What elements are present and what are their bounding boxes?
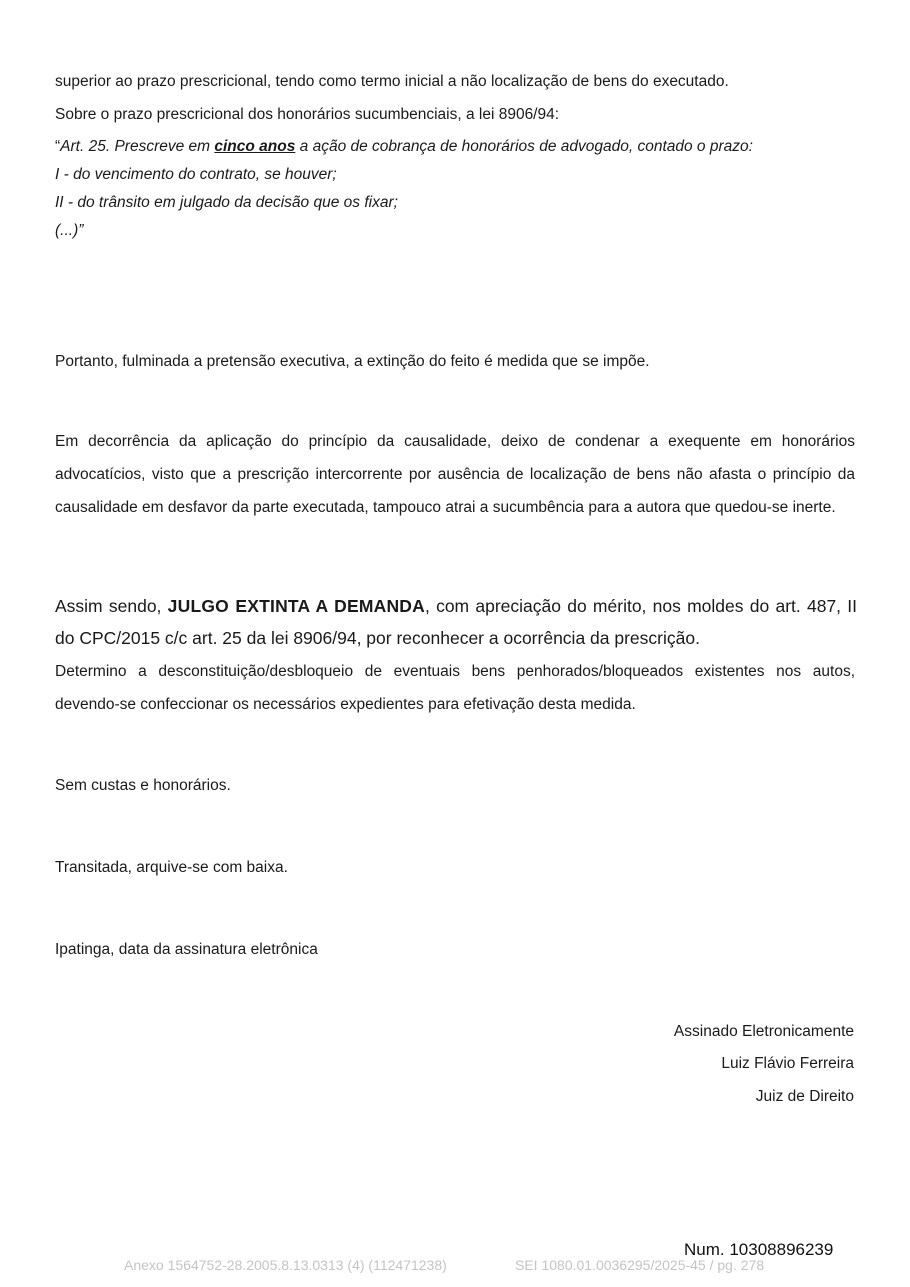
paragraph-conclusion: Portanto, fulminada a pretensão executiva, a extinção do feito é medida que se impõe. [55,353,650,370]
quote-ellipsis: (...)” [55,222,84,239]
footer-sei-page: SEI 1080.01.0036295/2025-45 / pg. 278 [515,1257,765,1273]
judgment-prefix: Assim sendo, [55,596,168,616]
paragraph-place-date: Ipatinga, data da assinatura eletrônica [55,941,318,958]
quote-item-2: II - do trânsito em julgado da decisão que os fixar; [55,194,398,211]
quote-emphasis: cinco anos [214,138,296,155]
paragraph-prescription-term: superior ao prazo prescricional, tendo como termo inicial a não localização de bens do executado. [55,73,729,90]
document-number: Num. 10308896239 [684,1240,834,1259]
paragraph-judgment [55,590,857,654]
signature-line-1: Assinado Eletronicamente [673,1023,854,1040]
quote-item-1: I - do vencimento do contrato, se houver; [55,166,337,183]
quote-article-25 [55,137,753,157]
signature-judge-title: Juiz de Direito [755,1088,854,1105]
paragraph-law-reference: Sobre o prazo prescricional dos honorários sucumbenciais, a lei 8906/94: [55,106,560,123]
footer-annex: Anexo 1564752-28.2005.8.13.0313 (4) (112471238) [124,1257,447,1273]
paragraph-archive: Transitada, arquive-se com baixa. [55,859,288,876]
signature-judge-name: Luiz Flávio Ferreira [721,1055,854,1072]
quote-open-mark: “ [55,138,61,155]
judgment-suffix: , com apreciação do mérito, nos moldes do art. 487, II do CPC/2015 c/c art. 25 da lei 8906/94, por reconhecer a ocorrência da prescrição. [55,596,858,648]
paragraph-no-costs: Sem custas e honorários. [55,777,231,794]
quote-article-suffix: a ação de cobrança de honorários de advogado, contado o prazo: [295,138,753,155]
paragraph-causality: Em decorrência da aplicação do princípio da causalidade, deixo de condenar a exequente em honorários advocatícios, visto que a prescrição intercorrente por ausência de localização de bens não afasta o princípio da causalidade em desfavor da parte executada, tampouco atrai a sucumbência para a autora que quedou-se inerte. [55,433,855,516]
quote-article-prefix: Art. 25. Prescreve em [60,138,215,155]
paragraph-unblocking: Determino a desconstituição/desbloqueio de eventuais bens penhorados/bloqueados existentes nos autos, devendo-se confeccionar os necessários expedientes para efetivação desta medida. [55,663,855,713]
judgment-bold: JULGO EXTINTA A DEMANDA [167,596,425,616]
